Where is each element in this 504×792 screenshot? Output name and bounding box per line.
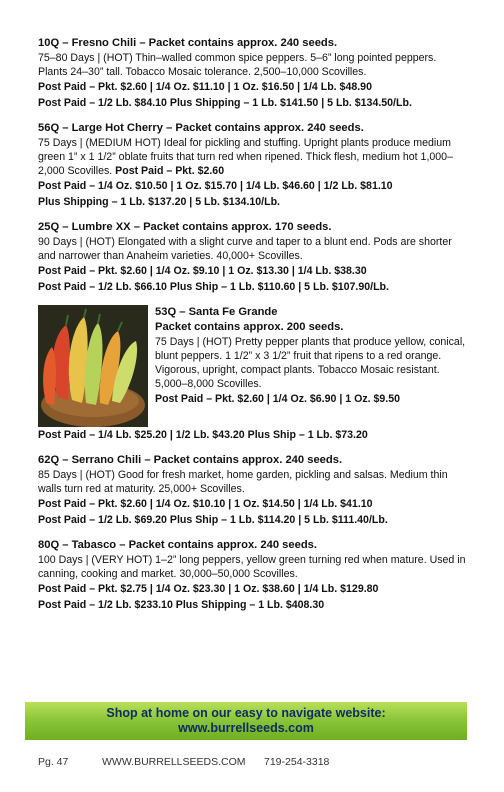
entry-subtitle: Packet contains approx. 200 seeds. [155, 321, 344, 333]
entry-inline-price: Post Paid – Pkt. $2.60 [115, 165, 225, 177]
entry-price-line: Post Paid – Pkt. $2.75 | 1/4 Oz. $23.30 | 1 Oz. $38.60 | 1/4 Lb. $129.80 [38, 583, 379, 595]
entry-price-line: Post Paid – 1/2 Lb. $233.10 Plus Shipping – 1 Lb. $408.30 [38, 599, 325, 611]
entry-split-text [155, 305, 468, 407]
entry-tabasco [38, 538, 468, 613]
entry-price-line: Post Paid – 1/4 Oz. $10.50 | 1 Oz. $15.70 | 1/4 Lb. $46.60 | 1/2 Lb. $81.10 [38, 180, 393, 192]
entry-fresno-chili [38, 36, 468, 111]
entry-description: 85 Days | (HOT) Good for fresh market, home garden, pickling and salsas. Medium thin walls turn red at maturity. 25,000+ Scovilles. [38, 469, 448, 495]
entry-description: 75–80 Days | (HOT) Thin–walled common spice peppers. 5–6” long pointed peppers. Plants 24–30” tall. Tobacco Mosaic tolerance. 2,500–10,000 Scovilles. [38, 52, 437, 78]
entry-title: 53Q – Santa Fe Grande [155, 306, 278, 318]
entry-description: 100 Days | (VERY HOT) 1–2” long peppers, yellow green turning red when mature. Used in canning, cooking and market. 30,000–50,000 Scovilles. [38, 554, 466, 580]
entry-price-line: Post Paid – Pkt. $2.60 | 1/4 Oz. $6.90 | 1 Oz. $9.50 [155, 393, 401, 405]
entry-description: 90 Days | (HOT) Elongated with a slight curve and taper to a blunt end. Pods are shorter and narrower than Anaheim varieties. 40,000+ Scovilles. [38, 236, 452, 262]
entry-price-line: Post Paid – 1/4 Lb. $25.20 | 1/2 Lb. $43.20 Plus Ship – 1 Lb. $73.20 [38, 429, 368, 441]
entry-title: 80Q – Tabasco – Packet contains approx. 240 seeds. [38, 539, 317, 551]
banner-line1: Shop at home on our easy to navigate website: [106, 706, 386, 720]
page-number: Pg. 47 [38, 756, 69, 768]
banner-website-link[interactable]: www.burrellseeds.com [178, 721, 314, 735]
entry-split [38, 305, 468, 427]
footer-website[interactable]: WWW.BURRELLSEEDS.COM [102, 756, 246, 768]
page-footer [38, 756, 329, 768]
entry-price-line: Post Paid – 1/2 Lb. $69.20 Plus Ship – 1 Lb. $114.20 | 5 Lb. $111.40/Lb. [38, 514, 388, 526]
entry-santa-fe-grande [38, 305, 468, 443]
entry-price-line: Post Paid – Pkt. $2.60 | 1/4 Oz. $9.10 | 1 Oz. $13.30 | 1/4 Lb. $38.30 [38, 265, 367, 277]
entry-price-line: Post Paid – Pkt. $2.60 | 1/4 Oz. $11.10 | 1 Oz. $16.50 | 1/4 Lb. $48.90 [38, 81, 372, 93]
entry-title: 62Q – Serrano Chili – Packet contains approx. 240 seeds. [38, 454, 343, 466]
website-banner[interactable] [25, 702, 467, 740]
entry-title: 56Q – Large Hot Cherry – Packet contains approx. 240 seeds. [38, 122, 364, 134]
entry-price-line: Plus Shipping – 1 Lb. $137.20 | 5 Lb. $134.10/Lb. [38, 196, 280, 208]
entry-price-line: Post Paid – 1/2 Lb. $84.10 Plus Shipping – 1 Lb. $141.50 | 5 Lb. $134.50/Lb. [38, 97, 412, 109]
entry-description [38, 136, 468, 178]
pepper-basket-photo [38, 305, 148, 427]
footer-phone: 719-254-3318 [264, 756, 330, 768]
entry-large-hot-cherry [38, 121, 468, 210]
entry-description-text: 75 Days | (MEDIUM HOT) Ideal for pickling and stuffing. Upright plants produce medium green 1” x 1 1/2” oblate fruits that turn red when ripened. Thick flesh, medium hot 1,000–2,000 Scovilles. [38, 137, 453, 177]
entry-description: 75 Days | (HOT) Pretty pepper plants that produce yellow, conical, blunt peppers. 1 1/2” x 3 1/2” fruit that ripens to a red orange. Vigorous, upright, compact plants. Tobacco Mosaic resistant. 5,000–8,000 Scovilles. [155, 336, 466, 390]
entry-serrano-chili [38, 453, 468, 528]
entry-lumbre-xx [38, 220, 468, 295]
entry-price-line: Post Paid – 1/2 Lb. $66.10 Plus Ship – 1 Lb. $110.60 | 5 Lb. $107.90/Lb. [38, 281, 389, 293]
entry-price-line: Post Paid – Pkt. $2.60 | 1/4 Oz. $10.10 | 1 Oz. $14.50 | 1/4 Lb. $41.10 [38, 498, 373, 510]
entry-title: 25Q – Lumbre XX – Packet contains approx. 170 seeds. [38, 221, 332, 233]
entry-title: 10Q – Fresno Chili – Packet contains approx. 240 seeds. [38, 37, 338, 49]
catalog-page [38, 36, 468, 623]
